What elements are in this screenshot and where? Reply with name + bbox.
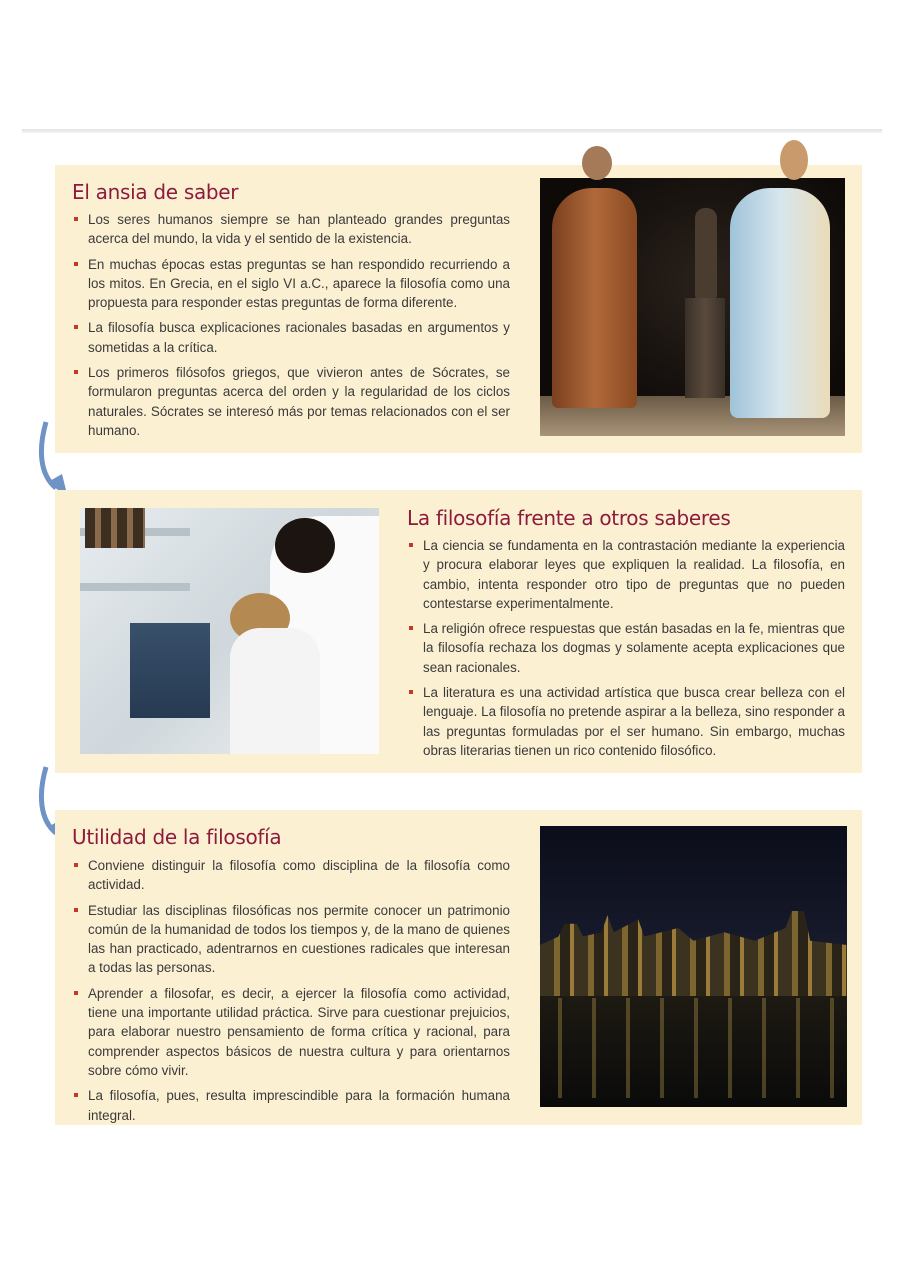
list-item: Estudiar las disciplinas filosóficas nos permite conocer un patrimonio común de la humanidad de todos los tiempos y, de la mano de quienes las han practicado, adentrarnos en cuestiones radicales que interesan a todas las personas.: [72, 901, 510, 978]
list-item: Aprender a filosofar, es decir, a ejercer la filosofía como actividad, tiene una importante utilidad práctica. Sirve para cuestionar prejuicios, para elaborar nuestro pensamiento de forma crítica y racional, para comprender aspectos básicos de nuestra cultura y para orientarnos sobre cómo vivir.: [72, 984, 510, 1080]
socrates-painting-image: [540, 178, 845, 436]
city-skyline-night-image: [540, 826, 847, 1107]
list-item: En muchas épocas estas preguntas se han respondido recurriendo a los mitos. En Grecia, en el siglo VI a.C., aparece la filosofía como una propuesta para responder estas preguntas de forma diferente.: [72, 255, 510, 313]
list-item: La ciencia se fundamenta en la contrastación mediante la experiencia y procura elaborar leyes que expliquen la realidad. La filosofía, en cambio, intenta responder otro tipo de preguntas que no pueden contestarse experimentalmente.: [407, 536, 845, 613]
header-divider: [22, 129, 882, 133]
bullet-list: [407, 536, 845, 766]
bullet-list: [72, 210, 510, 446]
socrates-head-overflow: [582, 146, 612, 180]
section-title: La filosofía frente a otros saberes: [407, 506, 731, 530]
list-item: La filosofía, pues, resulta imprescindible para la formación humana integral.: [72, 1086, 510, 1125]
list-item: Los primeros filósofos griegos, que vivieron antes de Sócrates, se formularon preguntas acerca del orden y la regularidad de los ciclos naturales. Sócrates se interesó más por temas relacionados con el ser humano.: [72, 363, 510, 440]
section-title: El ansia de saber: [72, 180, 239, 204]
laboratory-image: [80, 508, 379, 754]
list-item: Conviene distinguir la filosofía como disciplina de la filosofía como actividad.: [72, 856, 510, 895]
list-item: La religión ofrece respuestas que están basadas en la fe, mientras que la filosofía rechaza los dogmas y solamente acepta explicaciones que sean racionales.: [407, 619, 845, 677]
bullet-list: [72, 856, 510, 1131]
list-item: Los seres humanos siempre se han planteado grandes preguntas acerca del mundo, la vida y el sentido de la existencia.: [72, 210, 510, 249]
section-title: Utilidad de la filosofía: [72, 825, 282, 849]
list-item: La filosofía busca explicaciones racionales basadas en argumentos y sometidas a la crítica.: [72, 318, 510, 357]
figure-head-overflow: [780, 140, 808, 180]
list-item: La literatura es una actividad artística que busca crear belleza con el lenguaje. La filosofía no pretende aspirar a la belleza, sino responder a las preguntas formuladas por el ser humano. Sin embargo, muchas obras literarias tienen un rico contenido filosófico.: [407, 683, 845, 760]
